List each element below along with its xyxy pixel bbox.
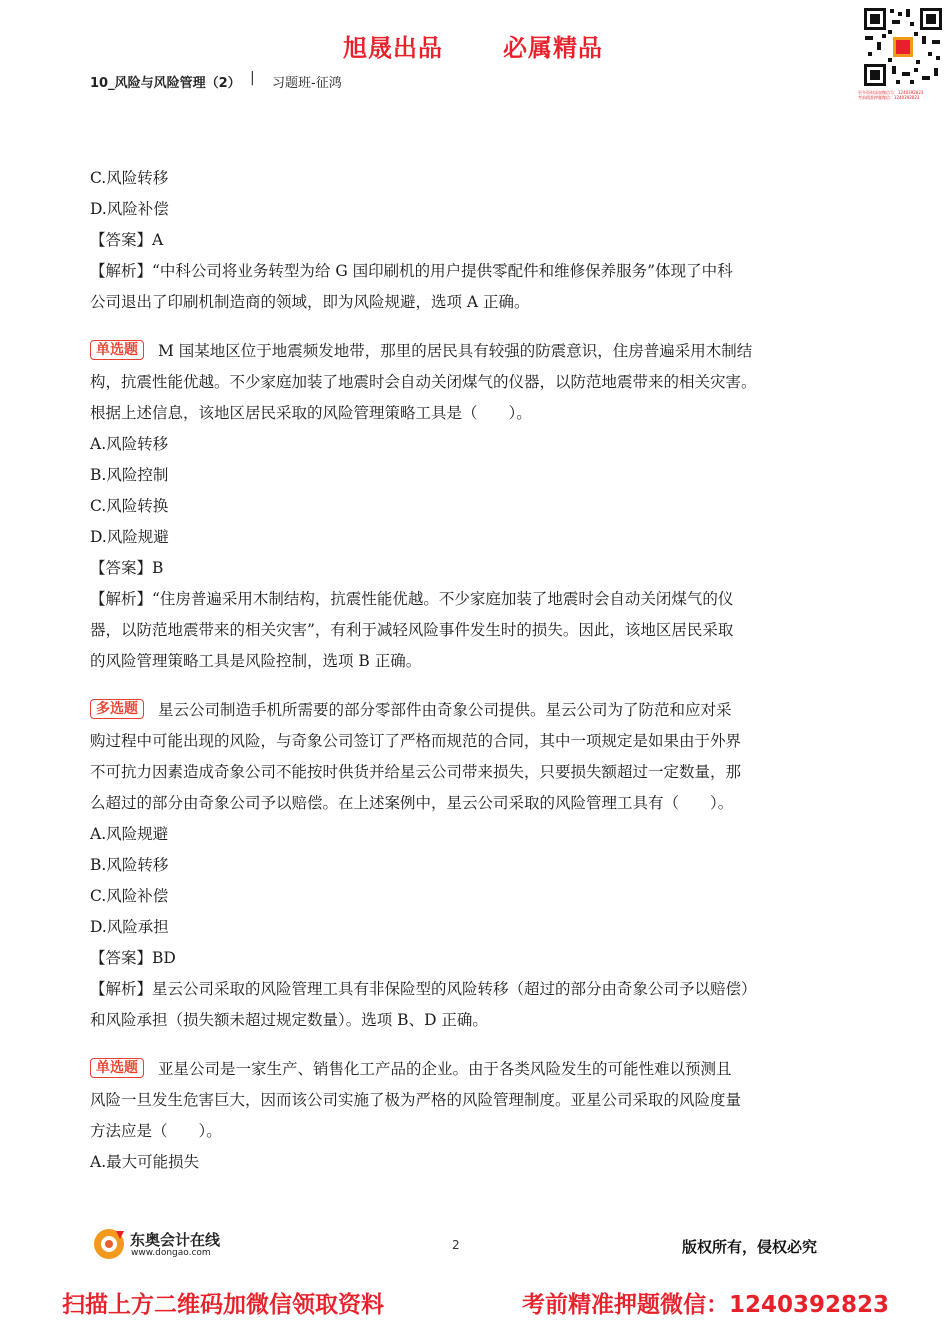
top-banner bbox=[0, 28, 950, 62]
option: B.风险转移 bbox=[90, 856, 169, 874]
dongao-logo-icon bbox=[92, 1227, 126, 1261]
qr-caption-line1: 更多资料添加微信号：1240392823 bbox=[858, 90, 924, 95]
question-stem-line: 风险一旦发生危害巨大，因而该公司实施了极为严格的风险管理制度。亚星公司采取的风险度量 bbox=[90, 1091, 742, 1109]
footer-promo-left: 扫描上方二维码加微信领取资料 bbox=[62, 1292, 384, 1318]
option: C.风险补偿 bbox=[90, 887, 169, 905]
question-stem-text: 亚星公司是一家生产、销售化工产品的企业。由于各类风险发生的可能性难以预测且 bbox=[158, 1060, 732, 1078]
banner-right-text: 必属精品 bbox=[503, 34, 603, 62]
footer-promo-right: 考前精准押题微信：1240392823 bbox=[522, 1292, 890, 1318]
question-stem-line: 构，抗震性能优越。不少家庭加装了地震时会自动关闭煤气的仪器，以防范地震带来的相关灾害。 bbox=[90, 373, 757, 391]
option: A.最大可能损失 bbox=[90, 1153, 200, 1171]
answer: 【答案】A bbox=[90, 231, 164, 249]
header-separator: | bbox=[250, 70, 255, 86]
explanation-line: 【解析】“中科公司将业务转型为给 G 国印刷机的用户提供零配件和维修保养服务”体现了中科 bbox=[90, 262, 733, 280]
question-stem-line: 么超过的部分由奇象公司予以赔偿。在上述案例中，星云公司采取的风险管理工具有（ ）。 bbox=[90, 794, 734, 812]
single-choice-tag: 单选题 bbox=[90, 340, 144, 360]
question-stem-line bbox=[90, 336, 860, 367]
qr-caption bbox=[858, 90, 948, 100]
question-stem-text: 星云公司制造手机所需要的部分零部件由奇象公司提供。星云公司为了防范和应对采 bbox=[158, 701, 732, 719]
option: D.风险规避 bbox=[90, 528, 169, 546]
banner-left-text: 旭晟出品 bbox=[343, 34, 443, 62]
single-choice-tag: 单选题 bbox=[90, 1058, 144, 1078]
qr-code-icon bbox=[862, 6, 944, 88]
answer: 【答案】BD bbox=[90, 949, 176, 967]
option: A.风险规避 bbox=[90, 825, 169, 843]
question-stem-line bbox=[90, 695, 860, 726]
option: D.风险承担 bbox=[90, 918, 169, 936]
explanation-line: 公司退出了印刷机制造商的领域，即为风险规避，选项 A 正确。 bbox=[90, 293, 530, 311]
logo-name: 东奥会计在线 bbox=[130, 1231, 221, 1249]
explanation-line: 【解析】“住房普遍采用木制结构，抗震性能优越。不少家庭加装了地震时会自动关闭煤气的仪 bbox=[90, 590, 734, 608]
multi-choice-tag: 多选题 bbox=[90, 699, 144, 719]
question-stem-line bbox=[90, 1054, 860, 1085]
option: C.风险转移 bbox=[90, 169, 169, 187]
question-stem-line: 购过程中可能出现的风险，与奇象公司签订了严格而规范的合同，其中一项规定是如果由于外界 bbox=[90, 732, 742, 750]
explanation-line: 【解析】星云公司采取的风险管理工具有非保险型的风险转移（超过的部分由奇象公司予以赔偿） bbox=[90, 980, 757, 998]
page-number: 2 bbox=[452, 1238, 460, 1252]
document-body bbox=[90, 163, 860, 1178]
copyright-notice: 版权所有，侵权必究 bbox=[682, 1238, 818, 1256]
answer: 【答案】B bbox=[90, 559, 164, 577]
explanation-line: 的风险管理策略工具是风险控制，选项 B 正确。 bbox=[90, 652, 422, 670]
question-stem-line: 方法应是（ ）。 bbox=[90, 1122, 222, 1140]
explanation-line: 和风险承担（损失额未超过规定数量）。选项 B、D 正确。 bbox=[90, 1011, 488, 1029]
option: D.风险补偿 bbox=[90, 200, 169, 218]
question-stem-line: 根据上述信息，该地区居民采取的风险管理策略工具是（ ）。 bbox=[90, 404, 532, 422]
qr-caption-line2: 考前精准押题微信：1240392823 bbox=[858, 95, 920, 100]
explanation-line: 器，以防范地震带来的相关灾害”，有利于减轻风险事件发生时的损失。因此，该地区居民采取 bbox=[90, 621, 734, 639]
logo-url: www.dongao.com bbox=[131, 1248, 211, 1258]
option: B.风险控制 bbox=[90, 466, 169, 484]
question-stem-line: 不可抗力因素造成奇象公司不能按时供货并给星云公司带来损失，只要损失额超过一定数量，那 bbox=[90, 763, 742, 781]
option: C.风险转换 bbox=[90, 497, 169, 515]
header-title: 10_风险与风险管理（2） bbox=[90, 76, 241, 91]
header-subtitle: 习题班-征鸿 bbox=[272, 76, 342, 91]
option: A.风险转移 bbox=[90, 435, 169, 453]
question-stem-text: M 国某地区位于地震频发地带，那里的居民具有较强的防震意识，住房普遍采用木制结 bbox=[158, 342, 753, 360]
